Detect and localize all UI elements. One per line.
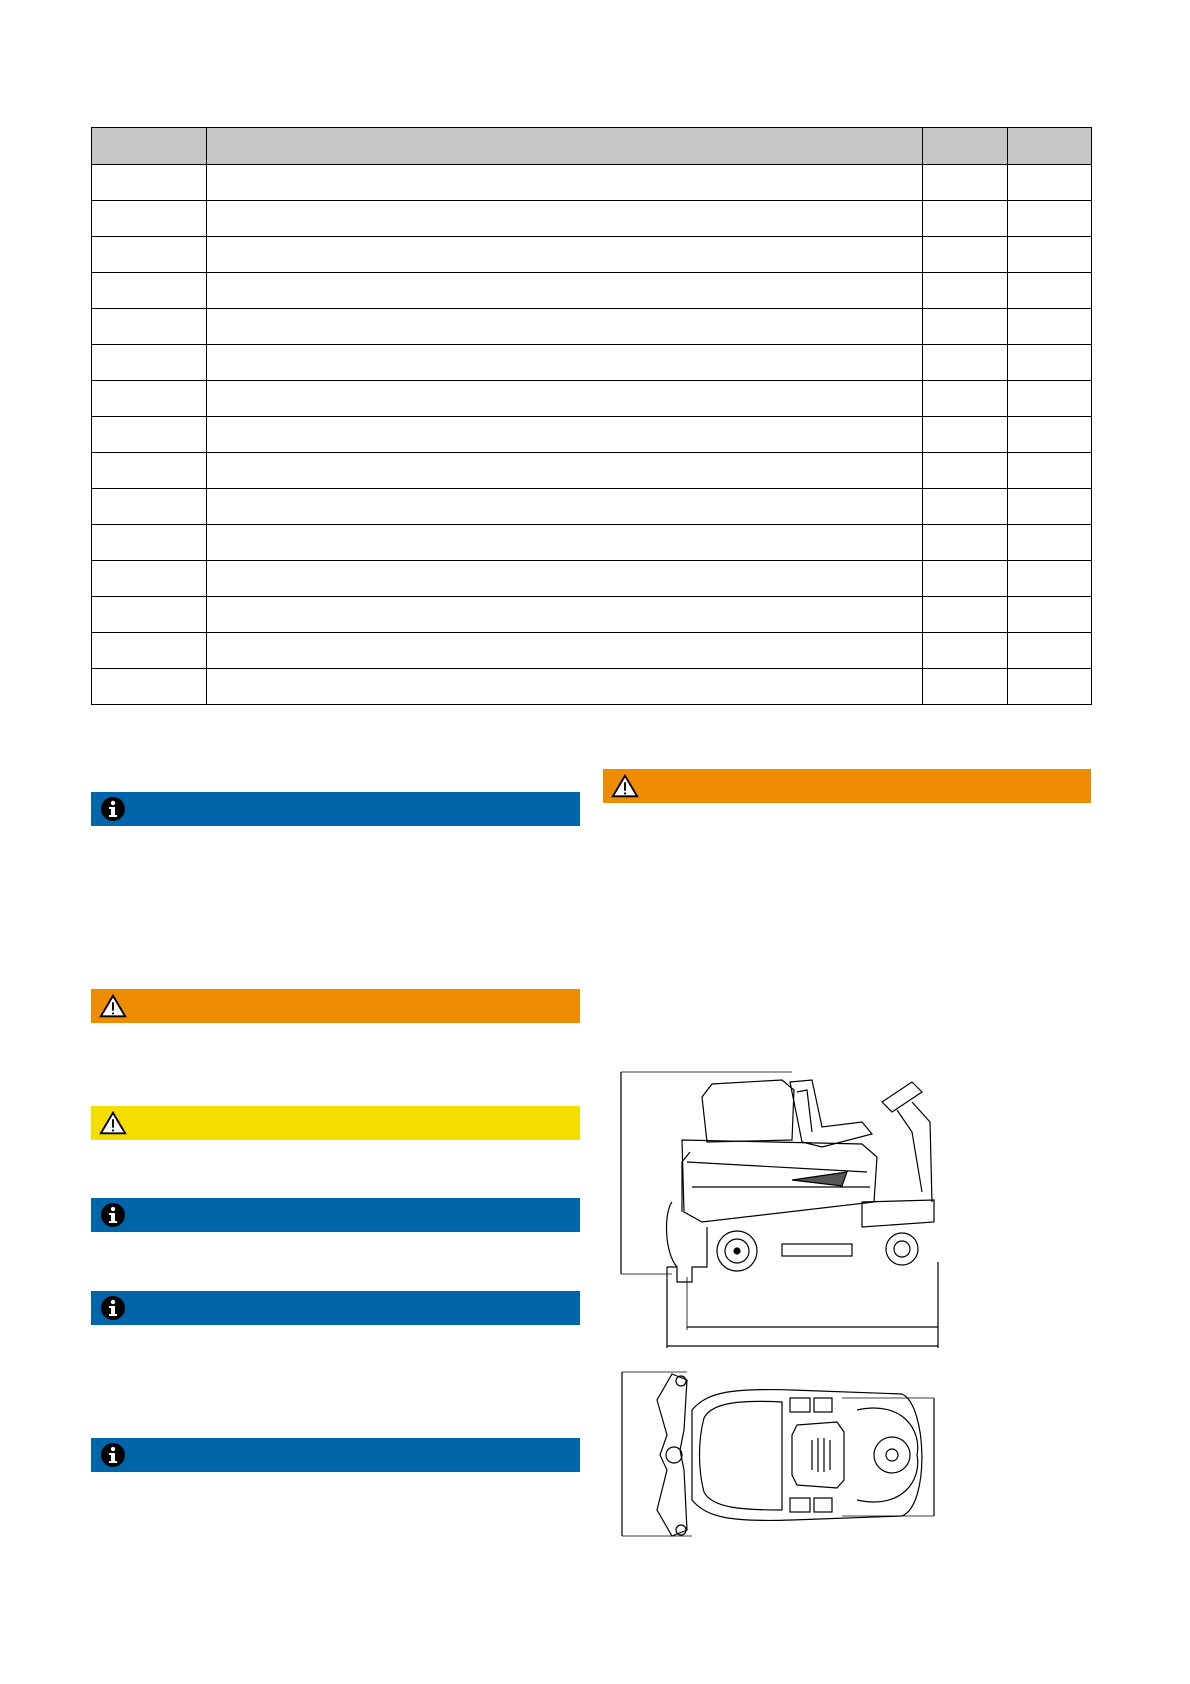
- table-row: [92, 309, 1092, 345]
- table-cell: [923, 453, 1008, 489]
- table-cell: [1008, 633, 1092, 669]
- table-row: [92, 633, 1092, 669]
- warning-banner: [91, 989, 580, 1023]
- table-cell: [1008, 309, 1092, 345]
- table-cell: [207, 453, 923, 489]
- table-cell: [207, 237, 923, 273]
- machine-side-view-drawing: [612, 1062, 952, 1352]
- table-cell: [92, 165, 207, 201]
- info-icon: [99, 1441, 127, 1469]
- info-banner: [91, 792, 580, 826]
- table-cell: [207, 345, 923, 381]
- info-banner: [91, 1438, 580, 1472]
- table-cell: [207, 273, 923, 309]
- table-row: [92, 237, 1092, 273]
- table-cell: [1008, 669, 1092, 705]
- table-cell: [1008, 453, 1092, 489]
- table-header-row: [92, 128, 1092, 165]
- table-cell: [92, 417, 207, 453]
- table-cell: [207, 633, 923, 669]
- table-row: [92, 525, 1092, 561]
- table-cell: [1008, 489, 1092, 525]
- table-cell: [207, 417, 923, 453]
- table-cell: [207, 309, 923, 345]
- table-cell: [92, 237, 207, 273]
- table-cell: [92, 669, 207, 705]
- table-cell: [1008, 237, 1092, 273]
- table-cell: [92, 525, 207, 561]
- table-cell: [92, 381, 207, 417]
- table-cell: [92, 201, 207, 237]
- warning-triangle-icon: [99, 992, 127, 1020]
- table-cell: [1008, 165, 1092, 201]
- table-cell: [923, 201, 1008, 237]
- table-cell: [92, 309, 207, 345]
- caution-banner: [91, 1106, 580, 1140]
- header-cell: [1008, 128, 1092, 165]
- header-cell: [923, 128, 1008, 165]
- info-icon: [99, 1294, 127, 1322]
- info-banner: [91, 1198, 580, 1232]
- table-row: [92, 561, 1092, 597]
- table-cell: [923, 417, 1008, 453]
- table-cell: [1008, 525, 1092, 561]
- table-cell: [923, 165, 1008, 201]
- table-cell: [92, 489, 207, 525]
- info-banner: [91, 1291, 580, 1325]
- table-cell: [92, 561, 207, 597]
- table-cell: [1008, 597, 1092, 633]
- table-row: [92, 201, 1092, 237]
- machine-top-view-drawing: [612, 1370, 942, 1540]
- table-cell: [923, 273, 1008, 309]
- table-cell: [923, 345, 1008, 381]
- table-cell: [923, 381, 1008, 417]
- table-row: [92, 489, 1092, 525]
- table-cell: [923, 525, 1008, 561]
- table-cell: [923, 237, 1008, 273]
- table-cell: [923, 489, 1008, 525]
- table-row: [92, 273, 1092, 309]
- table-cell: [923, 309, 1008, 345]
- table-cell: [1008, 201, 1092, 237]
- spec-table: [91, 127, 1092, 705]
- table-cell: [1008, 273, 1092, 309]
- table-cell: [923, 633, 1008, 669]
- table-row: [92, 417, 1092, 453]
- table-cell: [207, 561, 923, 597]
- table-cell: [92, 597, 207, 633]
- header-cell: [92, 128, 207, 165]
- table-cell: [207, 381, 923, 417]
- table-cell: [207, 165, 923, 201]
- table-cell: [1008, 345, 1092, 381]
- table-cell: [1008, 381, 1092, 417]
- table-row: [92, 453, 1092, 489]
- warning-banner: [603, 769, 1091, 803]
- table-row: [92, 381, 1092, 417]
- table-row: [92, 165, 1092, 201]
- header-cell: [207, 128, 923, 165]
- info-icon: [99, 1201, 127, 1229]
- table-cell: [207, 201, 923, 237]
- table-cell: [92, 633, 207, 669]
- table-cell: [1008, 417, 1092, 453]
- warning-triangle-icon: [611, 772, 639, 800]
- table-cell: [923, 597, 1008, 633]
- table-cell: [923, 669, 1008, 705]
- table-cell: [923, 561, 1008, 597]
- warning-triangle-icon: [99, 1109, 127, 1137]
- table-cell: [92, 345, 207, 381]
- table-cell: [207, 597, 923, 633]
- table-cell: [92, 273, 207, 309]
- table-cell: [207, 669, 923, 705]
- table-row: [92, 597, 1092, 633]
- table-row: [92, 669, 1092, 705]
- info-icon: [99, 795, 127, 823]
- table-row: [92, 345, 1092, 381]
- table-cell: [207, 525, 923, 561]
- table-cell: [92, 453, 207, 489]
- table-cell: [207, 489, 923, 525]
- table-cell: [1008, 561, 1092, 597]
